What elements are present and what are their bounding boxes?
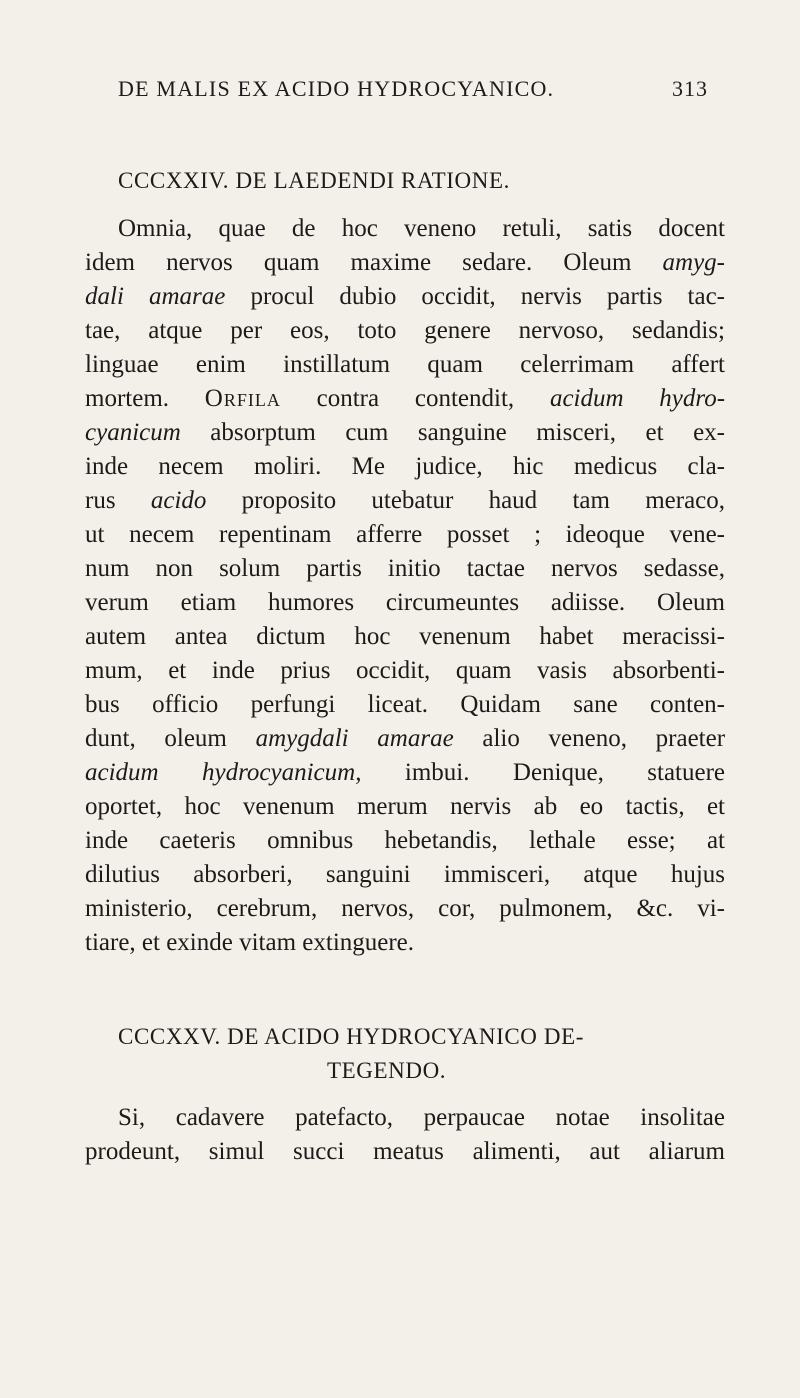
text-line: verum etiam humores circumeuntes adiisse. Oleum [85, 589, 725, 616]
text-line: Si, cadavere patefacto, perpaucae notae insolitae [118, 1104, 725, 1131]
text-line: tae, atque per eos, toto genere nervoso, sedandis; [85, 317, 725, 344]
text-line: bus officio perfungi liceat. Quidam sane conten- [85, 691, 725, 718]
text-line: Omnia, quae de hoc veneno retuli, satis docent [118, 215, 725, 242]
text-line: autem antea dictum hoc venenum habet meracissi- [85, 623, 725, 650]
text-line: dali amarae procul dubio occidit, nervis partis tac- [85, 283, 726, 310]
text-line: dilutius absorberi, sanguini immisceri, atque hujus [85, 861, 725, 888]
text-line: acidum hydrocyanicum, imbui. Denique, statuere [85, 759, 725, 786]
author-name-orfila: Orfila [204, 385, 281, 412]
text-line: inde caeteris omnibus hebetandis, lethale esse; at [85, 827, 725, 854]
text-line: ut necem repentinam afferre posset ; ideoque vene- [85, 521, 725, 548]
text-line: inde necem moliri. Me judice, hic medicus cla- [85, 453, 725, 480]
text-line: oportet, hoc venenum merum nervis ab eo tactis, et [85, 793, 725, 820]
running-title: DE MALIS EX ACIDO HYDROCYANICO. [118, 76, 555, 101]
text-line: linguae enim instillatum quam celerrimam affert [85, 351, 725, 378]
text-line: rus acido proposito utebatur haud tam meraco, [85, 487, 726, 514]
running-head [118, 76, 708, 106]
page-number: 313 [672, 76, 708, 101]
section-heading-324: CCCXXIV. DE LAEDENDI RATIONE. [118, 168, 510, 193]
text-line: prodeunt, simul succi meatus alimenti, aut aliarum [85, 1138, 725, 1165]
text-line: ministerio, cerebrum, nervos, cor, pulmonem, &c. vi- [85, 895, 725, 922]
text-line: tiare, et exinde vitam extinguere. [85, 929, 415, 956]
text-line: cyanicum absorptum cum sanguine misceri, et ex- [85, 419, 726, 446]
section-heading-325-cont: TEGENDO. [327, 1058, 447, 1083]
section-heading-325: CCCXXV. DE ACIDO HYDROCYANICO DE- [118, 1024, 584, 1049]
text-line: idem nervos quam maxime sedare. Oleum amyg- [85, 249, 725, 276]
text-line: mortem. Orfila contra contendit, acidum hydro- [85, 385, 726, 412]
text-line: dunt, oleum amygdali amarae alio veneno, praeter [85, 725, 726, 752]
text-line: mum, et inde prius occidit, quam vasis absorbenti- [85, 657, 725, 684]
text-line: num non solum partis initio tactae nervos sedasse, [85, 555, 725, 582]
